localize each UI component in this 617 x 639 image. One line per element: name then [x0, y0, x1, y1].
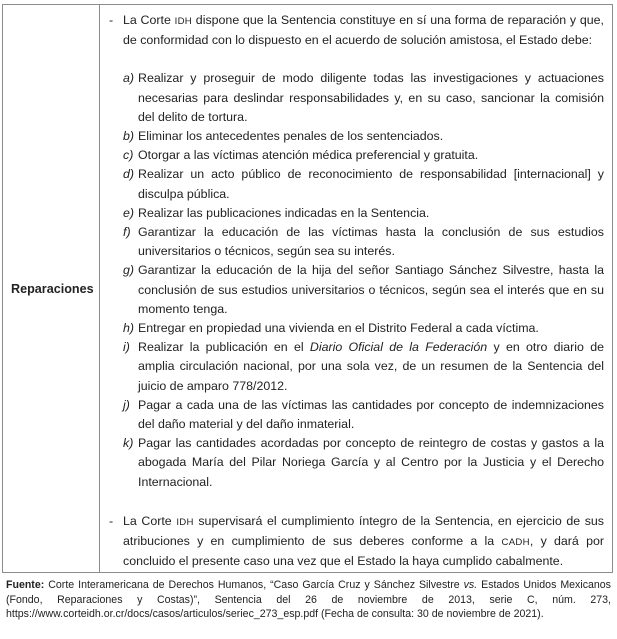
intro-paragraph: - La Corte IDH dispone que la Sentencia constituye en sí una forma de reparación y que, de conformidad con lo dispuesto en el acuerdo de solución amistosa, el Estado debe: — [109, 11, 604, 50]
reparation-list — [123, 69, 604, 491]
reparations-table — [2, 4, 613, 573]
dash-bullet: - — [109, 13, 114, 27]
closing-paragraph: - La Corte IDH supervisará el cumplimiento íntegro de la Sentencia, en ejercicio de sus atribuciones y en cumplimiento de sus deberes conforme a la CADH, y dará por concluido el presente caso una vez que el Estado la haya cumplido cabalmente. — [109, 512, 604, 572]
list-item: i) Realizar la publicación en el Diario Oficial de la Federación y en otro diario de amplia circulación nacional, por una sola vez, de un resumen de la Sentencia del juicio de amparo 778/2012. — [123, 340, 604, 393]
row-label-cell — [3, 5, 100, 572]
abbr-idh: IDH — [174, 16, 193, 27]
list-item: j) Pagar a cada una de las víctimas las cantidades por concepto de indemnizaciones del daño material y del daño inmaterial. — [123, 397, 604, 432]
source-label: Fuente: — [6, 579, 45, 591]
row-label: Reparaciones — [11, 281, 94, 296]
abbr-cadh: CADH — [501, 537, 530, 549]
content-cell — [100, 5, 612, 572]
list-item: k) Pagar las cantidades acordadas por concepto de reintegro de costas y gastos a la abogada María del Pilar Noriega García y al Centro por la Justicia y el Derecho Internacional. — [123, 436, 604, 489]
abbr-idh: IDH — [176, 516, 194, 528]
list-item: e) Realizar las publicaciones indicadas en la Sentencia. — [123, 205, 430, 220]
list-item: g) Garantizar la educación de la hija del señor Santiago Sánchez Silvestre, hasta la conclusión de sus estudios universitarios o técnicos, según sea el interés que en su momento tenga. — [123, 263, 604, 316]
publication-name: Diario Oficial de la Federación — [309, 340, 488, 355]
list-item: a) Realizar y proseguir de modo diligente todas las investigaciones y actuaciones necesarias para deslindar responsabilidades y, en su caso, sancionar la comisión del delito de tortura. — [123, 71, 604, 124]
list-item: h) Entregar en propiedad una vivienda en el Distrito Federal a cada víctima. — [123, 321, 539, 336]
list-item: c) Otorgar a las víctimas atención médica preferencial y gratuita. — [123, 148, 479, 163]
source-note: Fuente: Corte Interamericana de Derechos Humanos, “Caso García Cruz y Sánchez Silvestre vs. Estados Unidos Mexicanos (Fondo, Reparaciones y Costas)”, Sentencia del 26 de noviembre de 2013, serie C, núm. 273, https://www.corteidh.or.cr/docs/casos/articulos/seriec_273_esp.pdf (Fecha de consulta: 30 de noviembre de 2021). — [6, 579, 611, 621]
list-item: b) Eliminar los antecedentes penales de los sentenciados. — [123, 129, 444, 144]
list-item: d) Realizar un acto público de reconocimiento de responsabilidad [internacional] y disculpa pública. — [123, 167, 604, 201]
dash-bullet: - — [109, 513, 114, 528]
list-item: f) Garantizar la educación de las víctimas hasta la conclusión de sus estudios universitarios o técnicos, según sea su interés. — [123, 225, 604, 259]
